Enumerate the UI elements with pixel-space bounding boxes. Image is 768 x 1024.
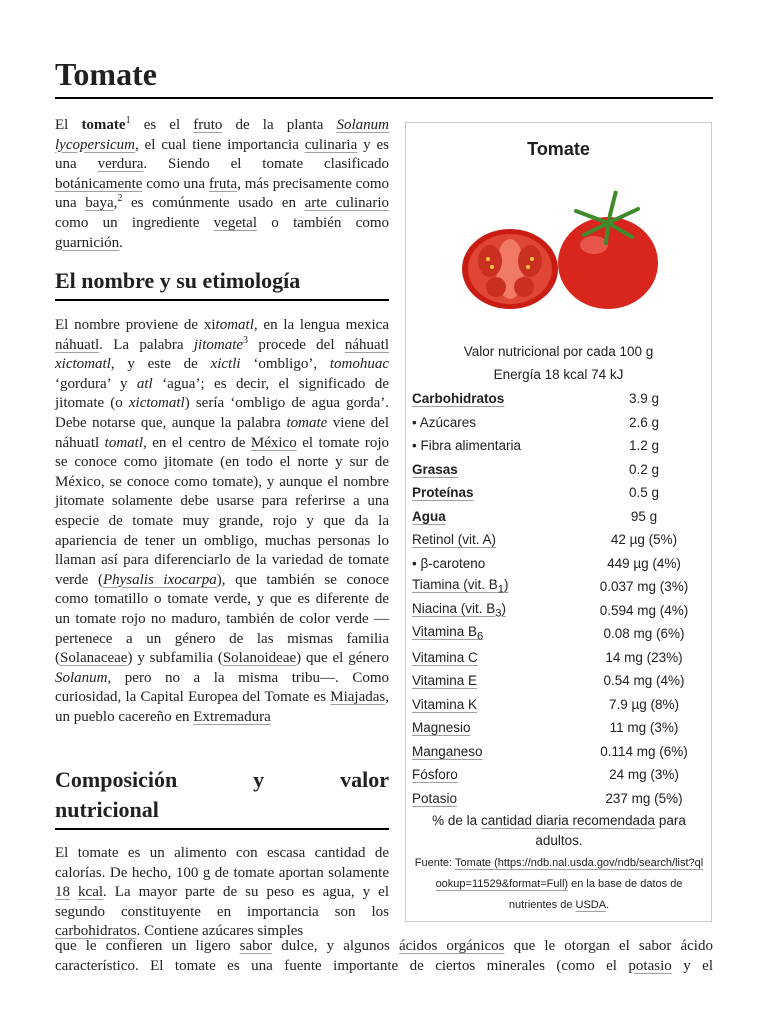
heading-word: Composición (55, 767, 178, 792)
nutrient-name: Niacina (vit. $B_3$) (412, 600, 507, 620)
link-miajadas[interactable]: Miajadas (330, 689, 386, 706)
infobox-footnote (412, 811, 706, 851)
cont-text: y el (671, 957, 713, 974)
section-heading-composicion (55, 765, 389, 830)
ref-2[interactable]: 2 (117, 193, 123, 205)
comp-text: El tomate es un alimento con escasa cantidad de calorías. De hecho, 100 g de tomate aportan solamente (55, 845, 389, 881)
nutrient-label[interactable] (412, 697, 582, 712)
nutrient-name: Magnesio (412, 720, 471, 736)
nutrient-label[interactable] (412, 462, 582, 477)
nutrient-subscript: 6 (477, 631, 484, 644)
nutrition-row (412, 622, 706, 646)
link-culinaria[interactable]: culinaria (304, 136, 358, 153)
infobox (405, 122, 712, 922)
etim-text: . La palabra (99, 336, 194, 353)
nutrient-label[interactable] (412, 744, 582, 759)
nutrient-label[interactable] (412, 485, 582, 500)
link-solanoideae[interactable]: Solanoideae (222, 650, 297, 667)
nutrition-row (412, 599, 706, 623)
nutrition-row (412, 575, 706, 599)
nutrient-value: 3.9 g (628, 391, 660, 407)
link-fruto[interactable]: fruto (193, 117, 223, 133)
composicion-continuation (55, 937, 713, 976)
link-botanicamente[interactable]: botánicamente (55, 175, 143, 192)
link-baya[interactable]: baya (85, 195, 114, 212)
etim-text: , en la lengua mexica (253, 317, 389, 333)
etim-italic: xictomatl (128, 395, 185, 412)
nutrient-label[interactable] (412, 650, 582, 665)
nutrient-label (412, 556, 582, 571)
link-usda-source[interactable]: Tomate (https://ndb.nal.usda.gov/ndb/search/list?qlookup=11529&format=Full) (435, 857, 704, 890)
etim-italic: tomatl (104, 434, 143, 451)
composicion-paragraph (55, 844, 389, 942)
link-mexico[interactable]: México (250, 434, 297, 451)
heading-etimologia: El nombre y su etimología (55, 266, 389, 301)
etim-text: ) que el género (296, 650, 389, 667)
intro-text: es comúnmente usado en (122, 195, 305, 212)
tomato-image[interactable] (456, 183, 666, 313)
nutrient-value: 42 µg (5%) (610, 532, 678, 548)
etim-italic: tomohuac (329, 356, 389, 373)
nutrient-name: Vitamina C (412, 649, 478, 665)
nutrient-value: 7.9 µg (8%) (608, 696, 680, 712)
etim-text: El nombre proviene de xi (55, 317, 216, 333)
ref-1[interactable]: 1 (125, 115, 131, 126)
link-physalis[interactable]: Physalis ixocarpa (102, 571, 217, 588)
etim-text: ‘agua’; es decir, el significado de jitomate (o (55, 375, 389, 412)
etim-text: el tomate rojo se conoce como jitomate (en todo el norte y sur de México, se conoce como tomate), y aunque el nombre jitomate solamente debe usarse para referirse a una especie de tomate muy grande, rojo y que da la apariencia de tener un ombligo, muchas personas lo llaman así para diferenciarlo de la variedad de tomate verde ( (55, 434, 390, 588)
nutrient-value: 11 mg (3%) (609, 720, 679, 736)
etim-text: ) sería ‘ombligo de agua gorda’. Debe notarse que, aunque la palabra (55, 395, 389, 431)
etim-italic: tomate (286, 414, 328, 431)
nutrient-value: 95 g (630, 508, 658, 524)
nutrition-row (412, 387, 706, 411)
etim-italic: xictomatl (55, 356, 111, 373)
nutrition-row (412, 481, 706, 505)
intro-term: tomate (81, 117, 126, 133)
nutrient-value: 0.54 mg (4%) (603, 673, 685, 689)
intro-text: , el cual tiene importancia (134, 136, 305, 153)
link-vegetal[interactable]: vegetal (213, 214, 257, 231)
nutrient-label[interactable] (412, 391, 582, 406)
comp-text (70, 884, 78, 900)
nutrient-name: Potasio (412, 790, 458, 806)
nutrient-tail: ) (501, 600, 507, 616)
intro-paragraph (55, 116, 389, 253)
nutrient-name: Fósforo (412, 767, 458, 783)
nutrition-row (412, 669, 706, 693)
nutrition-row (412, 716, 706, 740)
intro-text: como un ingrediente (55, 214, 214, 231)
nutrition-row (412, 505, 706, 529)
nutrient-name: Vitamina $B_6$ (412, 624, 484, 644)
intro-text: de la planta (222, 117, 337, 133)
footnote-text: para adultos. (535, 813, 686, 848)
etim-text: ‘gordura’ y (55, 375, 137, 392)
nutrition-row (412, 552, 706, 576)
nutrient-label[interactable] (412, 673, 582, 688)
link-guarnicion[interactable]: guarnición (55, 234, 120, 251)
intro-text: es el (130, 117, 194, 133)
etim-italic: xictli (210, 356, 241, 373)
nutrition-row (412, 693, 706, 717)
nutrient-name: Grasas (412, 461, 458, 477)
link-fruta[interactable]: fruta (208, 175, 238, 192)
link-solanaceae[interactable]: Solanaceae (60, 650, 128, 667)
nutrient-value: 0.037 mg (3%) (599, 579, 689, 595)
cont-text: dulce, y algunos (272, 938, 399, 954)
nutrient-name: Manganeso (412, 743, 483, 759)
infobox-source (412, 853, 706, 916)
etim-text: viene del náhuatl (55, 414, 389, 451)
link-cantidad-diaria[interactable]: cantidad diaria recomendada (480, 813, 656, 828)
nutrient-name: Tiamina (vit. $B_1$) (412, 577, 509, 597)
etim-italic: jitomate (193, 336, 244, 353)
nutrient-label[interactable] (412, 791, 582, 806)
nutrition-row (412, 458, 706, 482)
etim-text: , un pueblo cacereño en (55, 689, 389, 725)
link-potasio[interactable]: potasio (628, 957, 672, 974)
nutrient-name: Carbohidratos (412, 391, 505, 407)
intro-text: , más precisamente como una (55, 175, 389, 212)
nutrition-row (412, 740, 706, 764)
nutrition-row (412, 763, 706, 787)
link-carbohidratos[interactable]: carbohidratos (55, 923, 137, 940)
etim-text: , y este de (110, 356, 211, 373)
link-arte-culinario[interactable]: arte culinario (304, 195, 389, 212)
nutrient-value: 14 mg (23%) (605, 649, 683, 665)
nutrient-value: 2.6 g (628, 414, 660, 430)
nutrition-table (412, 387, 706, 810)
nutrient-value: 0.114 mg (6%) (600, 743, 688, 759)
nutrient-name: Retinol (vit. A) (412, 532, 497, 548)
nutrient-label[interactable] (412, 509, 582, 524)
nutrient-tail: ) (504, 577, 509, 593)
heading-word: y (253, 767, 265, 792)
nutrient-value: 0.594 mg (4%) (599, 602, 689, 618)
ref-3[interactable]: 3 (243, 334, 249, 346)
nutrient-subscript: 3 (495, 607, 502, 620)
comp-text: . La mayor parte de su peso es agua, y el segundo constituyente en importancia son los (55, 884, 390, 920)
heading-word: valor (340, 767, 389, 792)
nutrition-row (412, 528, 706, 552)
nutrition-row (412, 787, 706, 811)
intro-text: y es una (55, 136, 389, 173)
intro-text: El (55, 117, 82, 133)
link-nahuatl[interactable]: náhuatl (55, 336, 100, 353)
nutrient-name: • β-caroteno (412, 555, 486, 571)
nutrient-value: 0.08 mg (6%) (603, 626, 685, 642)
link-nahuatl[interactable]: náhuatl (344, 336, 389, 353)
link-verdura[interactable]: verdura (97, 156, 144, 173)
nutrient-name: Proteínas (412, 485, 474, 501)
etim-text: ), que también se conoce como tomatillo o tomate verde, y que es diferente de un tomate rojo no maduro, también de color verde —pertenece a un género de las mismas familia ( (55, 571, 389, 667)
nutrient-label[interactable] (412, 624, 582, 643)
cont-text: que le confieren un ligero (55, 938, 240, 954)
nutrient-value: 24 mg (3%) (609, 767, 679, 783)
etim-text: ) y subfamilia ( (127, 650, 223, 667)
nutrient-label (412, 415, 582, 430)
nutrient-value: 0.5 g (628, 485, 660, 501)
nutrient-name: Agua (412, 508, 446, 524)
energy-caption: Energía 18 kcal 74 kJ (493, 367, 624, 382)
etim-text: procede del (248, 336, 345, 353)
nutrient-value: 237 mg (5%) (605, 790, 683, 806)
nutrient-name: • Fibra alimentaria (412, 438, 522, 454)
title-divider (55, 97, 713, 99)
nutrition-row (412, 411, 706, 435)
intro-text: como una (142, 175, 209, 192)
etim-text: , pero no a la misma tribu—. Como curiosidad, la Capital Europea del Tomate es (55, 669, 389, 706)
footnote-text: % de la (432, 813, 481, 828)
link-extremadura[interactable]: Extremadura (193, 708, 271, 725)
link-sabor[interactable]: sabor (239, 938, 273, 954)
nutrient-name: • Azúcares (412, 414, 477, 430)
nutrient-value: 1.2 g (628, 438, 660, 454)
nutrient-name: Vitamina K (412, 696, 478, 712)
intro-text: . (119, 234, 123, 251)
etim-italic: tomatl (215, 317, 254, 333)
page-title: Tomate (55, 56, 157, 92)
etim-italic: atl (136, 375, 153, 392)
nutrient-label (412, 438, 582, 453)
nutrition-row (412, 434, 706, 458)
nutrient-label[interactable] (412, 532, 582, 547)
intro-text: o también como (256, 214, 389, 231)
nutrient-value: 0.2 g (628, 461, 660, 477)
nutrient-label[interactable] (412, 601, 582, 620)
nutrition-row (412, 646, 706, 670)
link-kcal[interactable]: kcal (78, 884, 104, 901)
cont-text: que le otorgan el sabor ácido (504, 938, 713, 954)
heading-composicion (55, 765, 389, 830)
etimologia-paragraph (55, 316, 389, 727)
etim-italic: Solanum (55, 669, 108, 686)
intro-text: . Siendo el tomate clasificado (143, 156, 389, 173)
etim-text: ‘ombligo’, (240, 356, 330, 373)
nutrient-label[interactable] (412, 577, 582, 596)
nutrient-name: Vitamina E (412, 673, 478, 689)
link-acidos-organicos[interactable]: ácidos orgánicos (399, 938, 505, 954)
infobox-title: Tomate (527, 139, 590, 159)
nutrient-label[interactable] (412, 767, 582, 782)
link-18[interactable]: 18 (55, 884, 70, 901)
nutrient-value: 449 µg (4%) (607, 555, 681, 571)
link-usda[interactable]: USDA (575, 899, 607, 911)
etim-text: , en el centro de (143, 434, 251, 451)
comp-text: . Contiene azúcares simples (136, 923, 304, 940)
section-heading-etimologia (55, 266, 389, 301)
cont-text: característico. El tomate es una fuente importante de ciertos minerales (como el (55, 957, 629, 974)
nutrient-subscript: 1 (497, 584, 505, 597)
intro-text: , (113, 195, 118, 212)
source-text: . (606, 899, 610, 911)
nutrition-caption: Valor nutricional por cada 100 g (463, 344, 654, 359)
source-text: Fuente: (414, 857, 455, 869)
link-species[interactable]: Solanum lycopersicum (55, 117, 389, 153)
source-text: en la base de datos de nutrientes de (508, 878, 683, 911)
nutrient-label[interactable] (412, 720, 582, 735)
heading-word: nutricional (55, 797, 159, 822)
